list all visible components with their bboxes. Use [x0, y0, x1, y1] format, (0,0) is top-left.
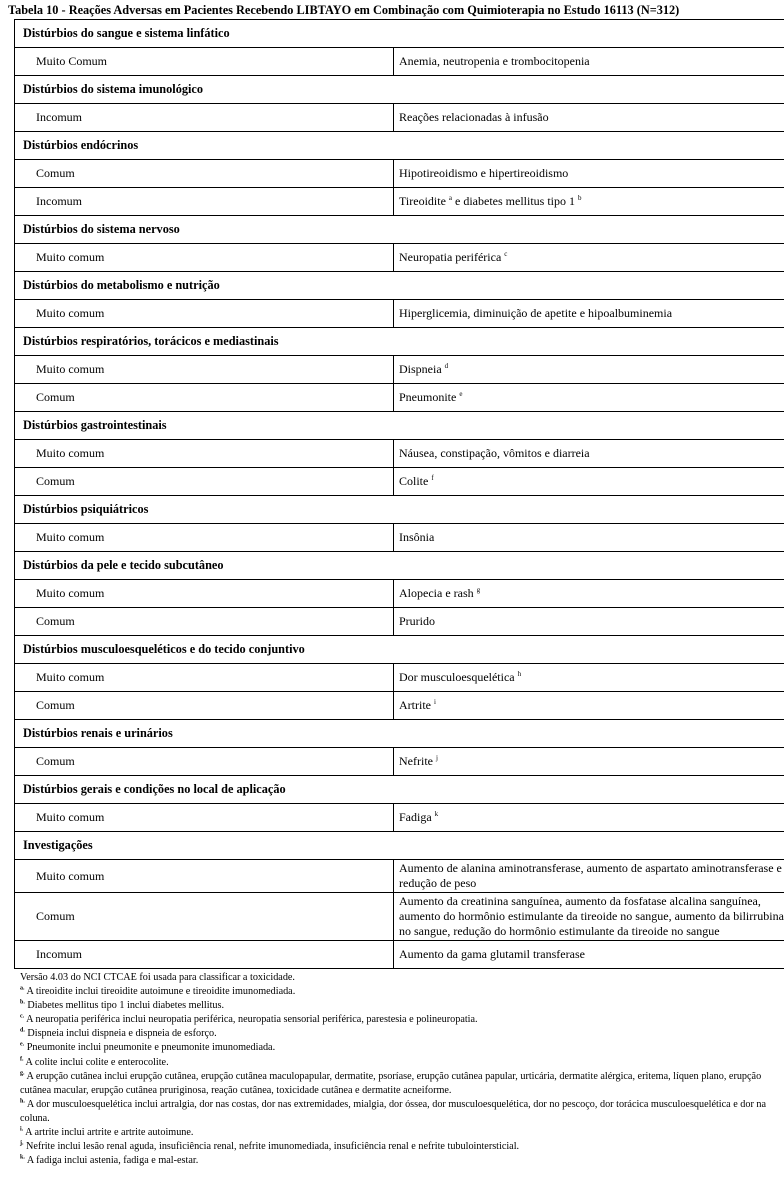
frequency-cell: Comum [15, 160, 394, 188]
reaction-text: Dor musculoesquelética [399, 670, 518, 684]
table-row [15, 692, 784, 720]
table-row [15, 188, 784, 216]
table-row [15, 356, 784, 384]
reaction-text: Colite [399, 474, 432, 488]
frequency-cell: Comum [15, 748, 394, 776]
reaction-cell: Aumento de alanina aminotransferase, aumento de aspartato aminotransferase e redução de peso [394, 860, 784, 893]
footnote [20, 1126, 780, 1140]
table-row [15, 160, 784, 188]
reaction-cell: Insônia [394, 524, 784, 552]
reaction-cell [394, 356, 784, 384]
footnote-mark: f. [20, 1056, 24, 1063]
reaction-cell: Reações relacionadas à infusão [394, 104, 784, 132]
footnote [20, 985, 780, 999]
footnote-reference: d [444, 362, 449, 370]
reaction-cell: Prurido [394, 608, 784, 636]
table-row [15, 608, 784, 636]
reaction-cell: Hipotireoidismo e hipertireoidismo [394, 160, 784, 188]
frequency-cell: Comum [15, 692, 394, 720]
category-row [15, 76, 784, 104]
reaction-cell: Anemia, neutropenia e trombocitopenia [394, 48, 784, 76]
footnote-text: Nefrite inclui lesão renal aguda, insuficiência renal, nefrite imunomediada, insuficiência renal e nefrite tubulointersticial. [26, 1141, 520, 1153]
footnote-mark: g. [20, 1070, 25, 1077]
reaction-cell [394, 580, 784, 608]
footnote-mark: i. [20, 1126, 24, 1133]
category-row [15, 20, 784, 48]
reaction-text: Tireoidite [399, 194, 449, 208]
table-row [15, 664, 784, 692]
footnote-text: Pneumonite inclui pneumonite e pneumonite imunomediada. [26, 1042, 276, 1054]
category-row [15, 720, 784, 748]
adverse-reactions-table [14, 19, 784, 969]
reaction-cell [394, 468, 784, 496]
footnotes [20, 971, 780, 1168]
category-row [15, 272, 784, 300]
table-row [15, 244, 784, 272]
reaction-cell: Hiperglicemia, diminuição de apetite e hipoalbuminemia [394, 300, 784, 328]
footnote [20, 1041, 780, 1055]
footnote-reference: k [434, 810, 439, 818]
table-row [15, 580, 784, 608]
footnote-mark: e. [20, 1042, 25, 1049]
table-caption: Tabela 10 - Reações Adversas em Pacientes Recebendo LIBTAYO em Combinação com Quimioterapia no Estudo 16113 (N=312) [8, 3, 680, 17]
footnote-reference: h [517, 670, 522, 678]
frequency-cell: Muito comum [15, 860, 394, 893]
footnote-text: A fadiga inclui astenia, fadiga e mal-estar. [26, 1155, 199, 1167]
category-title: Distúrbios psiquiátricos [15, 496, 784, 524]
category-title: Distúrbios gastrointestinais [15, 412, 784, 440]
reaction-text: Pneumonite [399, 390, 460, 404]
frequency-cell: Muito comum [15, 356, 394, 384]
reaction-cell [394, 384, 784, 412]
category-row [15, 132, 784, 160]
footnote [20, 1056, 780, 1070]
reaction-cell [394, 804, 784, 832]
category-row [15, 496, 784, 524]
category-row [15, 552, 784, 580]
footnote-text: Dispneia inclui dispneia e dispneia de esforço. [27, 1028, 217, 1040]
footnote-mark: a. [20, 985, 25, 992]
table-row [15, 893, 784, 941]
footnote [20, 1098, 780, 1126]
category-title: Distúrbios renais e urinários [15, 720, 784, 748]
reaction-cell [394, 664, 784, 692]
footnote-text: A tireoidite inclui tireoidite autoimune e tireoidite imunomediada. [26, 986, 296, 998]
reaction-cell: Náusea, constipação, vômitos e diarreia [394, 440, 784, 468]
footnote-reference: g [476, 586, 481, 594]
category-title: Investigações [15, 832, 784, 860]
category-row [15, 636, 784, 664]
frequency-cell: Muito comum [15, 244, 394, 272]
reaction-text: Fadiga [399, 810, 435, 824]
footnote-reference: c [504, 250, 508, 258]
category-title: Distúrbios gerais e condições no local de aplicação [15, 776, 784, 804]
frequency-cell: Muito comum [15, 664, 394, 692]
table-row [15, 104, 784, 132]
category-title: Distúrbios endócrinos [15, 132, 784, 160]
footnote-mark: k. [20, 1154, 25, 1161]
reaction-text: Artrite [399, 698, 434, 712]
reaction-cell [394, 188, 784, 216]
footnote-text: Versão 4.03 do NCI CTCAE foi usada para classificar a toxicidade. [20, 972, 295, 983]
category-row [15, 216, 784, 244]
frequency-cell: Comum [15, 468, 394, 496]
category-title: Distúrbios respiratórios, torácicos e mediastinais [15, 328, 784, 356]
frequency-cell: Comum [15, 893, 394, 941]
footnote-mark: c. [20, 1013, 25, 1020]
footnote-reference: f [431, 474, 434, 482]
footnote-text: A artrite inclui artrite e artrite autoimune. [25, 1127, 194, 1139]
category-row [15, 832, 784, 860]
reaction-cell: Aumento da gama glutamil transferase [394, 941, 784, 969]
footnote-reference: i [434, 698, 436, 706]
footnote-reference: b [578, 194, 582, 202]
category-title: Distúrbios da pele e tecido subcutâneo [15, 552, 784, 580]
footnote-reference: e [459, 390, 463, 398]
frequency-cell: Muito comum [15, 440, 394, 468]
category-title: Distúrbios do sistema imunológico [15, 76, 784, 104]
footnote-mark: h. [20, 1098, 25, 1105]
reaction-text: Neuropatia periférica [399, 250, 505, 264]
footnote [20, 1027, 780, 1041]
reaction-cell [394, 692, 784, 720]
frequency-cell: Incomum [15, 941, 394, 969]
reaction-cell [394, 244, 784, 272]
table-row [15, 440, 784, 468]
frequency-cell: Muito comum [15, 580, 394, 608]
footnote [20, 1140, 780, 1154]
table-row [15, 748, 784, 776]
footnote-mark: d. [20, 1027, 25, 1034]
footnote-mark: b. [20, 999, 25, 1006]
footnote-text: A dor musculoesquelética inclui artralgia, dor nas costas, dor nas extremidades, mialgia, dor óssea, dor musculoesquelética, dor no pescoço, dor torácica musculoesquelética e dor na coluna. [20, 1098, 767, 1124]
table-row [15, 384, 784, 412]
table-row [15, 860, 784, 893]
table-row [15, 524, 784, 552]
category-row [15, 412, 784, 440]
footnote-mark: j. [20, 1140, 24, 1147]
reaction-text: Nefrite [399, 754, 436, 768]
frequency-cell: Muito comum [15, 804, 394, 832]
table-row [15, 48, 784, 76]
frequency-cell: Comum [15, 384, 394, 412]
category-title: Distúrbios do sangue e sistema linfático [15, 20, 784, 48]
frequency-cell: Incomum [15, 104, 394, 132]
table-row [15, 468, 784, 496]
reaction-text: e diabetes mellitus tipo 1 [452, 194, 578, 208]
frequency-cell: Incomum [15, 188, 394, 216]
footnote-text: A neuropatia periférica inclui neuropatia periférica, neuropatia sensorial periférica, parestesia e polineuropatia. [26, 1014, 478, 1026]
category-title: Distúrbios do metabolismo e nutrição [15, 272, 784, 300]
footnote [20, 1013, 780, 1027]
footnote-text: A colite inclui colite e enterocolite. [25, 1056, 169, 1068]
category-title: Distúrbios do sistema nervoso [15, 216, 784, 244]
footnote-text: A erupção cutânea inclui erupção cutânea, erupção cutânea maculopapular, dermatite, psoríase, erupção cutânea papular, urticária, dermatite alérgica, eritema, líquen plano, erupção cutânea macular, erupção cutânea pruriginosa, reação cutânea, toxicidade cutânea e dermatite acneiforme. [20, 1070, 762, 1096]
footnote [20, 971, 780, 985]
category-row [15, 776, 784, 804]
category-title: Distúrbios musculoesqueléticos e do tecido conjuntivo [15, 636, 784, 664]
reaction-text: Dispneia [399, 362, 445, 376]
footnote-text: Diabetes mellitus tipo 1 inclui diabetes mellitus. [27, 1000, 225, 1012]
reaction-text: Alopecia e rash [399, 586, 477, 600]
table-row [15, 804, 784, 832]
category-row [15, 328, 784, 356]
reaction-cell [394, 748, 784, 776]
table-row [15, 941, 784, 969]
reaction-cell: Aumento da creatinina sanguínea, aumento da fosfatase alcalina sanguínea, aumento do hormônio estimulante da tireoide no sangue, aumento da bilirrubina no sangue, redução do hormônio estimulante da tireoide no sangue [394, 893, 784, 941]
frequency-cell: Comum [15, 608, 394, 636]
frequency-cell: Muito comum [15, 300, 394, 328]
footnote-reference: a [448, 194, 453, 202]
frequency-cell: Muito Comum [15, 48, 394, 76]
footnote [20, 999, 780, 1013]
footnote [20, 1154, 780, 1168]
frequency-cell: Muito comum [15, 524, 394, 552]
table-row [15, 300, 784, 328]
footnote-reference: j [435, 754, 438, 762]
footnote [20, 1070, 780, 1098]
